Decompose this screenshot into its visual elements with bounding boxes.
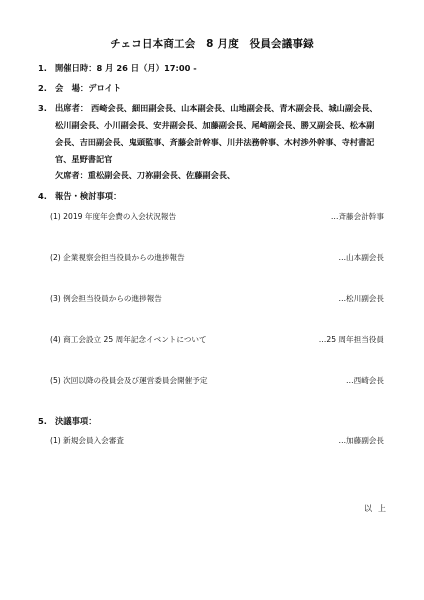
report-text: (1) 2019 年度年会費の入会状況報告 xyxy=(50,212,177,221)
section-text: 会 場：デロイト xyxy=(55,83,122,93)
report-text: (3) 例会担当役員からの進捗報告 xyxy=(50,294,162,303)
attendee-list-cont xyxy=(55,117,395,168)
report-item xyxy=(50,293,384,305)
attendee-line: 官、星野書記官 xyxy=(55,154,113,164)
attendee-line: 会長、吉田副会長、鬼頭監事、斉藤会計幹事、川井法務幹事、木村渉外幹事、寺村書記 xyxy=(55,137,375,147)
absentee-line xyxy=(55,167,395,184)
resolution-item xyxy=(50,435,384,447)
document-title: チェコ日本商工会 8 月度 役員会議事録 xyxy=(110,38,314,50)
report-owner: …25 周年担当役員 xyxy=(318,335,384,344)
report-text: (5) 次回以降の役員会及び運営委員会開催予定 xyxy=(50,376,208,385)
report-owner: …山本副会長 xyxy=(338,253,384,262)
attendee-list xyxy=(91,100,411,117)
report-owner: …西崎会長 xyxy=(346,376,384,385)
report-text: (4) 商工会設立 25 周年記念イベントについて xyxy=(50,335,207,344)
absent-label: 欠席者： xyxy=(55,170,88,180)
section-number: 3. xyxy=(38,103,47,113)
attendee-line: 西崎会長、細田副会長、山本副会長、山地副会長、青木副会長、城山副会長、 xyxy=(91,103,378,113)
resolution-text: (1) 新規会員入会審査 xyxy=(50,436,124,445)
section-reports xyxy=(38,189,121,204)
section-attendees xyxy=(38,101,88,116)
section-text: 出席者： xyxy=(55,103,89,113)
section-resolutions xyxy=(38,414,97,429)
report-item xyxy=(50,375,384,387)
section-number: 5. xyxy=(38,416,47,426)
resolution-owner: …加藤副会長 xyxy=(338,436,384,445)
section-venue xyxy=(38,81,121,96)
report-text: (2) 企業視察会担当役員からの進捗報告 xyxy=(50,253,185,262)
absent-names: 重松副会長、刀祢副会長、佐藤副会長、 xyxy=(87,170,236,180)
section-number: 4. xyxy=(38,191,47,201)
section-text: 報告・検討事項： xyxy=(55,191,122,201)
report-item xyxy=(50,334,384,346)
report-owner: …斉藤会計幹事 xyxy=(330,212,384,221)
section-text: 開催日時：8 月 26 日（月）17:00 - xyxy=(55,63,197,73)
report-item xyxy=(50,211,384,223)
section-number: 2. xyxy=(38,83,47,93)
attendee-line: 松川副会長、小川副会長、安井副会長、加藤副会長、尾崎副会長、勝又副会長、松本副 xyxy=(55,120,375,130)
section-text: 決議事項： xyxy=(55,416,97,426)
section-date xyxy=(38,61,197,76)
report-item xyxy=(50,252,384,264)
closing-mark: 以上 xyxy=(364,504,392,513)
section-number: 1. xyxy=(38,63,47,73)
report-owner: …松川副会長 xyxy=(338,294,384,303)
